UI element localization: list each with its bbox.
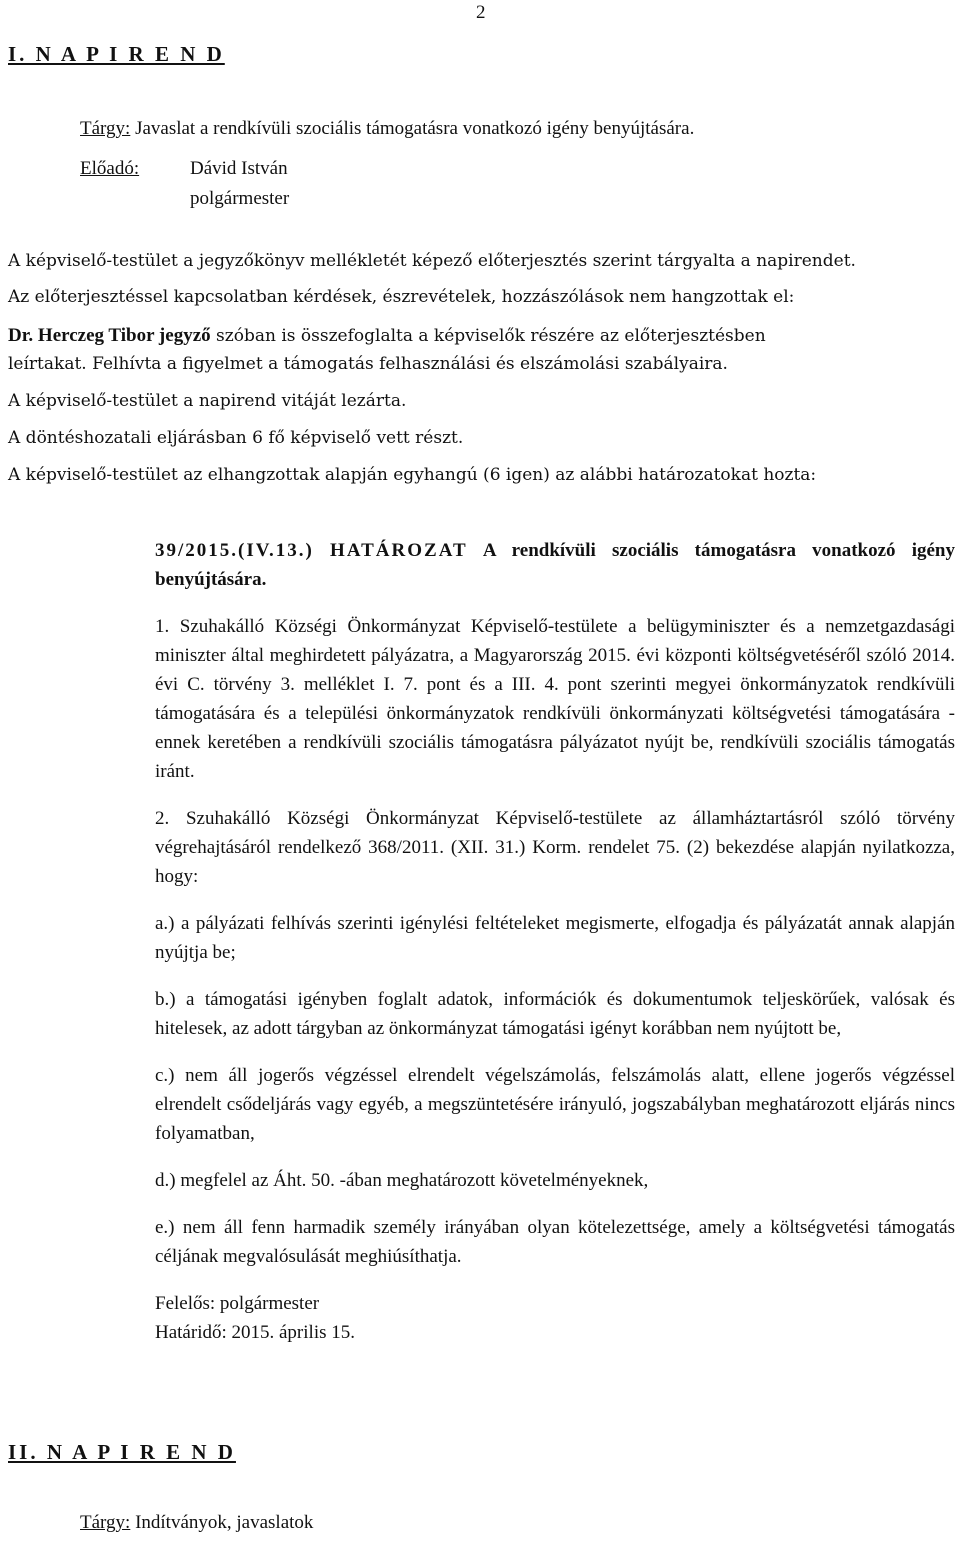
resolution-item-c: c.) nem áll jogerős végzéssel elrendelt végelszámolás, felszámolás alatt, ellene jogerős végzéssel elrendelt csődeljárás vagy egyéb, a megszüntetésére irányuló, jogszabályban meghatározott eljárás nincs folyamatban, [155, 1065, 955, 1144]
presenter-name: Dávid István [190, 158, 288, 179]
presenter-title: polgármester [190, 188, 290, 209]
deadline: Határidő: 2015. április 15. [155, 1322, 355, 1343]
minutes-line-2: Az előterjesztéssel kapcsolatban kérdések, észrevételek, hozzászólások nem hangzottak el: [8, 287, 795, 307]
subject-line-2 [80, 1512, 313, 1534]
subject-label-2: Tárgy: [80, 1512, 131, 1533]
agenda-heading-1: I. N A P I R E N D [8, 42, 225, 66]
resolution-item-d: d.) megfelel az Áht. 50. -ában meghatározott követelményeknek, [155, 1170, 649, 1191]
resolution-number: 39/2015.(IV.13.) [155, 540, 314, 561]
resolution-item-a: a.) a pályázati felhívás szerinti igénylési feltételeket megismerte, elfogadja és pályázatát annak alapján nyújtja be; [155, 913, 955, 963]
resolution-label: HATÁROZAT [330, 540, 468, 561]
resolution-item-e: e.) nem áll fenn harmadik személy irányában olyan kötelezettsége, amely a költségvetési támogatás céljának megvalósulását meghiúsíthatja. [155, 1217, 955, 1267]
resolution-title [155, 536, 955, 594]
presenter-label: Előadó: [80, 158, 140, 179]
minutes-line-3 [8, 325, 766, 347]
minutes-line-5: A döntéshozatali eljárásban 6 fő képviselő vett részt. [8, 428, 464, 448]
page-number: 2 [476, 2, 486, 23]
resolution-block [155, 536, 955, 1347]
speaker-name: Dr. Herczeg Tibor jegyző [8, 325, 211, 346]
subject-line-1 [80, 118, 694, 140]
subject-text: Javaslat a rendkívüli szociális támogatásra vonatkozó igény benyújtására. [130, 118, 695, 139]
minutes-line-4: A képviselő-testület a napirend vitáját lezárta. [8, 391, 407, 411]
minutes-line-3b: leírtakat. Felhívta a figyelmet a támogatás felhasználási és elszámolási szabályaira. [8, 354, 728, 374]
subject-text-2: Indítványok, javaslatok [130, 1512, 314, 1533]
minutes-line-1: A képviselő-testület a jegyzőkönyv mellékletét képező előterjesztés szerint tárgyalta a napirendet. [8, 251, 856, 271]
presenter-line [80, 158, 288, 180]
resolution-item-b: b.) a támogatási igényben foglalt adatok, információk és dokumentumok teljeskörűek, valósak és hitelesek, az adott tárgyban az önkormányzat támogatási igényt korábban nem nyújtott be, [155, 989, 955, 1039]
responsible: Felelős: polgármester [155, 1293, 320, 1314]
subject-label: Tárgy: [80, 118, 131, 139]
speaker-text: szóban is összefoglalta a képviselők részére az előterjesztésben [210, 326, 766, 346]
minutes-line-6: A képviselő-testület az elhangzottak alapján egyhangú (6 igen) az alábbi határozatokat hozta: [8, 465, 817, 485]
resolution-subject: A rendkívüli szociális támogatásra vonatkozó igény benyújtására. [155, 540, 956, 590]
resolution-paragraph-1: 1. Szuhakálló Községi Önkormányzat Képviselő-testülete a belügyminiszter és a nemzetgazdasági miniszter által meghirdetett pályázatra, a Magyarország 2015. évi központi költségvetéséről szóló 2014. évi C. törvény 3. melléklet I. 7. pont és a III. 4. pont szerinti megyei önkormányzatok rendkívüli támogatására és a települési önkormányzatok rendkívüli önkormányzati költségvetési támogatására - ennek keretében a rendkívüli szociális támogatásra pályázatot nyújt be, rendkívüli szociális támogatás iránt. [155, 616, 955, 782]
agenda-heading-2: II. N A P I R E N D [8, 1440, 236, 1464]
resolution-paragraph-2: 2. Szuhakálló Községi Önkormányzat Képviselő-testülete az államháztartásról szóló törvény végrehajtásáról rendelkező 368/2011. (XII. 31.) Korm. rendelet 75. (2) bekezdése alapján nyilatkozza, hogy: [155, 808, 955, 887]
